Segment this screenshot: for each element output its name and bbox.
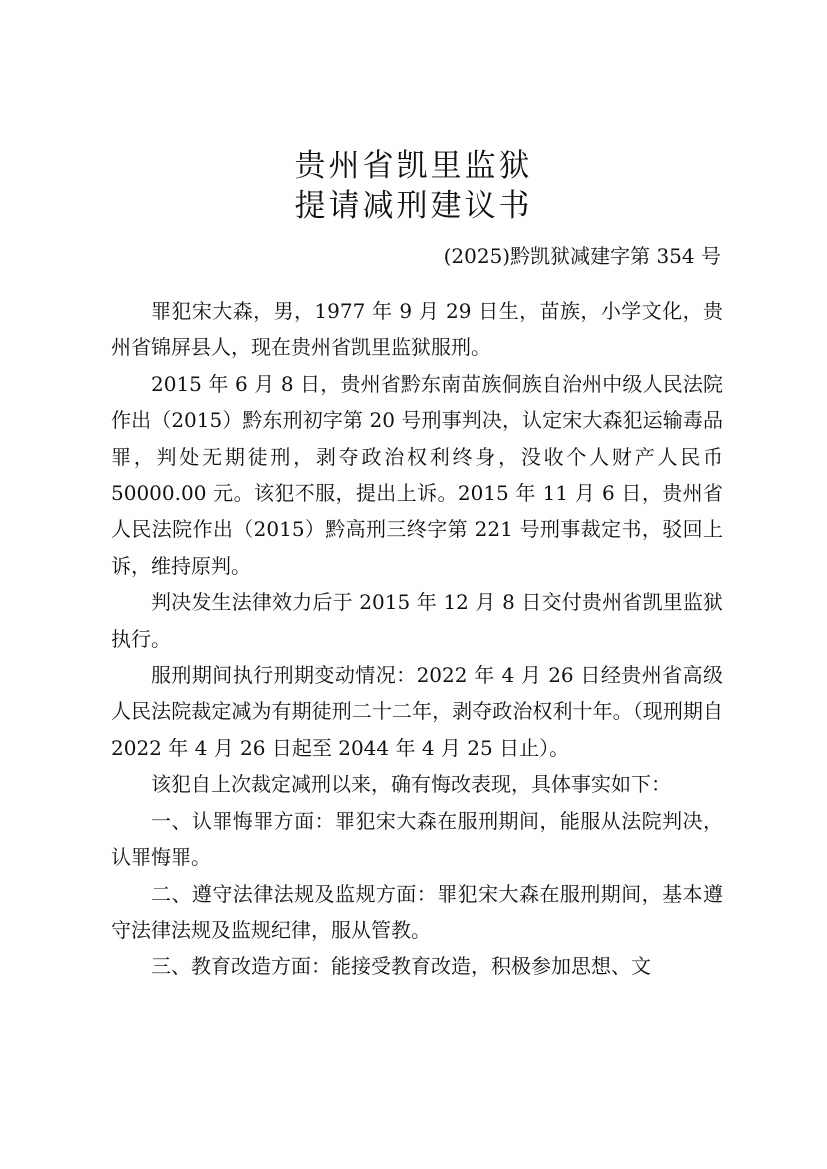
- document-number: (2025)黔凯狱减建字第 354 号: [443, 244, 721, 268]
- paragraph-execution: 判决发生法律效力后于 2015 年 12 月 8 日交付贵州省凯里监狱执行。: [111, 590, 723, 651]
- document-title-line2: 提请减刑建议书: [294, 188, 533, 224]
- document-title-line1: 贵州省凯里监狱: [294, 148, 533, 184]
- paragraph-compliance: 二、遵守法律法规及监规方面：罪犯宋大森在服刑期间，基本遵守法律法规及监规纪律，服从管教。: [111, 881, 723, 942]
- paragraph-repentance-intro: 该犯自上次裁定减刑以来，确有悔改表现，具体事实如下：: [151, 772, 671, 797]
- paragraph-admission-of-guilt: 一、认罪悔罪方面：罪犯宋大森在服刑期间，能服从法院判决，认罪悔罪。: [111, 808, 723, 870]
- paragraph-judgment: 2015 年 6 月 8 日，贵州省黔东南苗族侗族自治州中级人民法院作出（2015）黔东刑初字第 20 号刑事判决，认定宋大森犯运输毒品罪，判处无期徒刑，剥夺政治权利终身，没收个人财产人民币 50000.00 元。该犯不服，提出上诉。2015 年 11 月 6 日，贵州省人民法院作出（2015）黔高刑三终字第 221 号刑事裁定书，驳回上诉，维持原判。: [111, 371, 723, 578]
- document-body: [111, 293, 723, 985]
- paragraph-education: 三、教育改造方面：能接受教育改造，积极参加思想、文: [151, 954, 651, 979]
- paragraph-sentence-change: 服刑期间执行刑期变动情况：2022 年 4 月 26 日经贵州省高级人民法院裁定减为有期徒刑二十二年，剥夺政治权利十年。（现刑期自 2022 年 4 月 26 日起至 2044 年 4 月 25 日止）。: [111, 663, 723, 760]
- paragraph-offender-info: 罪犯宋大森，男，1977 年 9 月 29 日生，苗族，小学文化，贵州省锦屏县人，现在贵州省凯里监狱服刑。: [111, 299, 723, 360]
